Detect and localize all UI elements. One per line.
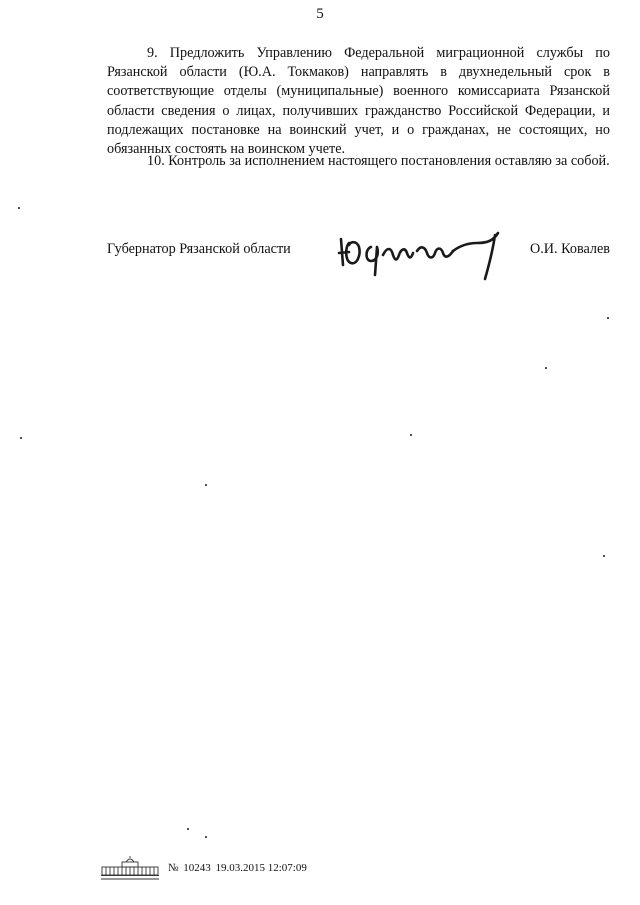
scan-speck bbox=[205, 484, 207, 486]
handwritten-signature bbox=[335, 225, 505, 287]
number-sign: № bbox=[168, 862, 179, 874]
signatory-title: Губернатор Рязанской области bbox=[107, 241, 291, 257]
document-footer bbox=[100, 855, 520, 881]
scan-speck bbox=[205, 836, 207, 838]
scan-speck bbox=[603, 555, 605, 557]
scan-speck bbox=[20, 437, 22, 439]
signature-block bbox=[107, 240, 610, 300]
paragraph-9: 9. Предложить Управлению Федеральной миграционной службы по Рязанской области (Ю.А. Токмаков) направлять в двухнедельный срок в соответствующие отделы (муниципальные) военного комиссариата Рязанской области сведения о лицах, получивших гражданство Российской Федерации, и подлежащих постановке на воинский учет, и о гражданах, не состоящих, но обязанных состоять на воинском учете. bbox=[107, 45, 610, 158]
government-building-icon bbox=[100, 855, 160, 881]
scan-speck bbox=[410, 434, 412, 436]
scan-speck bbox=[187, 828, 189, 830]
scan-speck bbox=[545, 367, 547, 369]
registration-timestamp: 19.03.2015 12:07:09 bbox=[215, 862, 307, 874]
scan-speck bbox=[18, 207, 20, 209]
document-number: 10243 bbox=[183, 862, 211, 874]
scan-speck bbox=[607, 317, 609, 319]
paragraph-10: 10. Контроль за исполнением настоящего постановления оставляю за собой. bbox=[147, 153, 610, 169]
registration-stamp bbox=[168, 862, 309, 874]
signatory-name: О.И. Ковалев bbox=[530, 241, 610, 257]
page-number: 5 bbox=[316, 6, 324, 22]
